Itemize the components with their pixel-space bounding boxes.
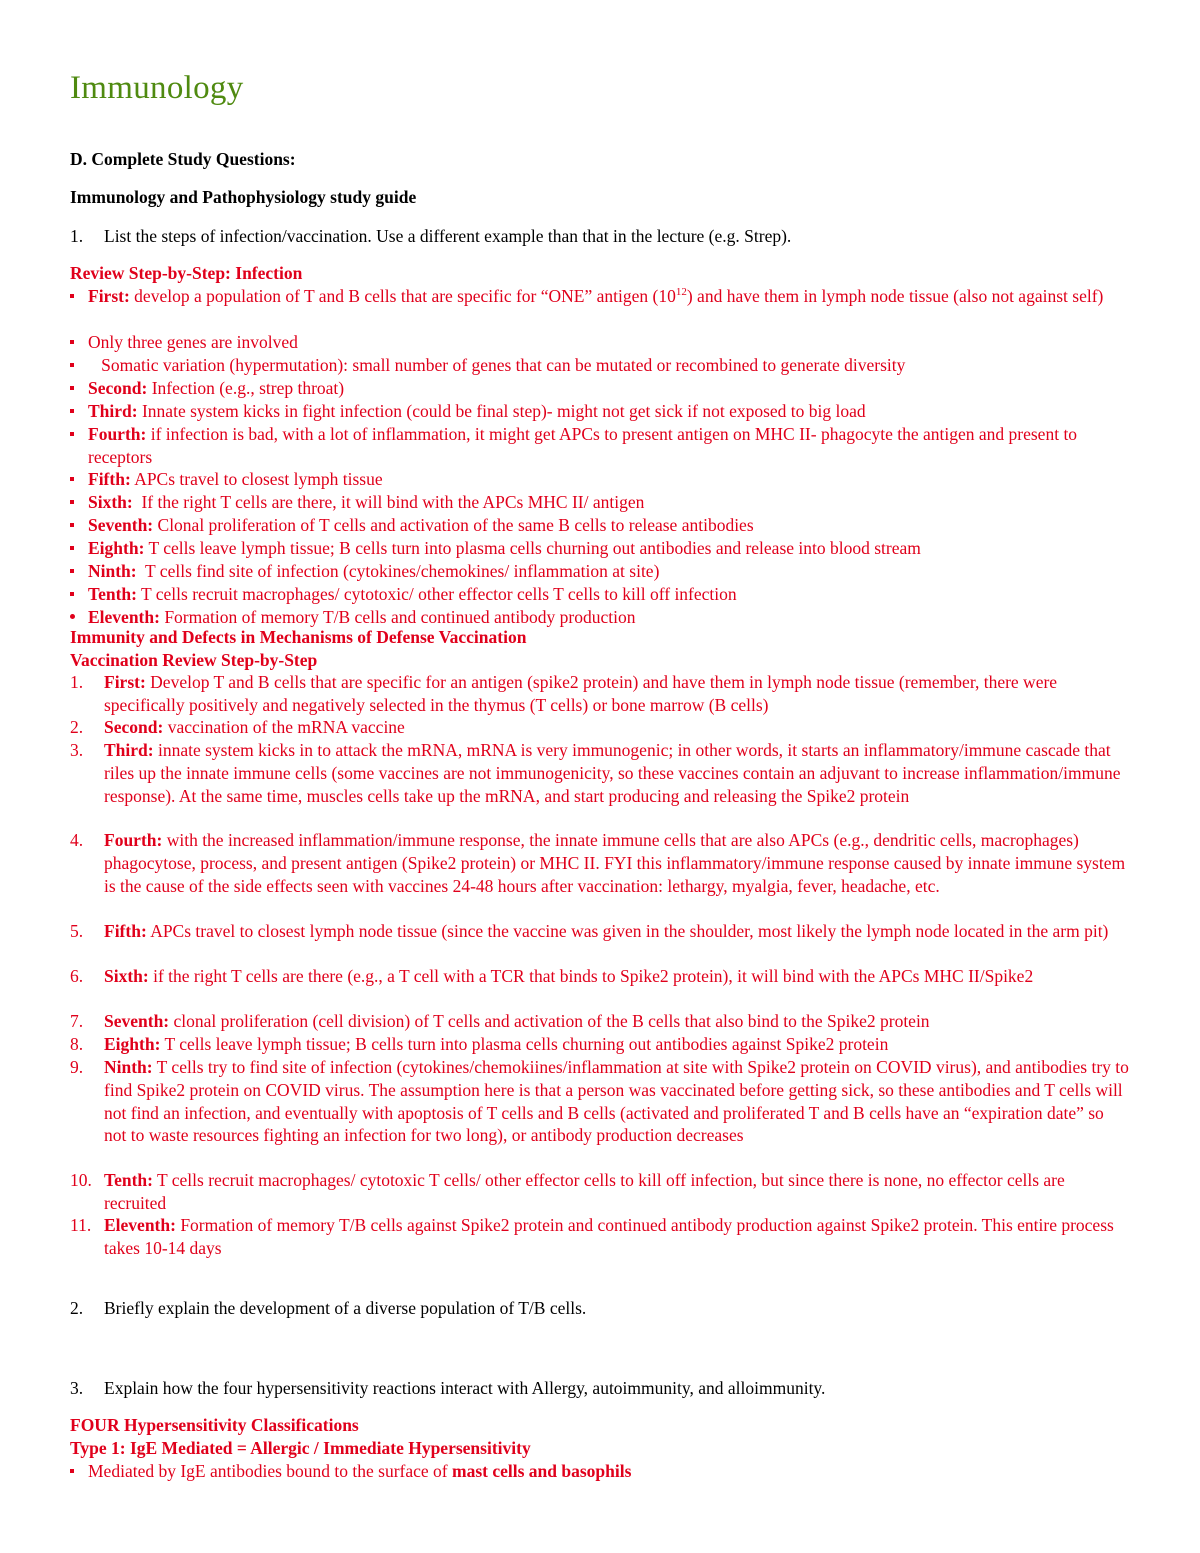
bullet-icon [70, 331, 88, 354]
question-2 [70, 1297, 1130, 1320]
question-text: List the steps of infection/vaccination. Use a different example than that in the lecture (e.g. Strep). [104, 226, 792, 246]
step-text: Innate system kicks in fight infection (could be final step)- might not get sick if not exposed to big load [137, 401, 866, 421]
step-text: T cells leave lymph tissue; B cells turn into plasma cells churning out antibodies and release into blood stream [144, 538, 921, 558]
step-label: Third: [88, 401, 138, 421]
item-number: 8. [70, 1034, 84, 1054]
step-label: Fourth: [104, 830, 163, 850]
step-label: Seventh: [88, 515, 154, 535]
item-number: 6. [70, 966, 84, 986]
list-item [70, 1010, 1130, 1033]
question-3 [70, 1377, 1130, 1400]
item-number: 10. [70, 1170, 92, 1190]
step-text: Infection (e.g., strep throat) [147, 378, 345, 398]
bullet-text: Mediated by IgE antibodies bound to the surface of [88, 1461, 452, 1481]
section-heading: D. Complete Study Questions: [70, 149, 296, 169]
step-label: First: [88, 286, 130, 306]
list-item [70, 423, 1130, 469]
item-number: 2. [70, 717, 84, 737]
step-text: Develop T and B cells that are specific for an antigen (spike2 protein) and have them in lymph node tissue (remember, there were specifically positively and negatively selected in the thymus (T cells) or bone marrow (B cells) [104, 672, 1058, 715]
item-number: 9. [70, 1057, 84, 1077]
step-text: T cells find site of infection (cytokines/chemokines/ inflammation at site) [136, 561, 660, 581]
bullet-icon [70, 560, 88, 583]
vaccination-review-heading: Vaccination Review Step-by-Step [70, 650, 318, 670]
step-label: Fourth: [88, 424, 147, 444]
list-item [70, 1460, 1130, 1483]
step-label: Ninth: [104, 1057, 153, 1077]
list-item [70, 829, 1130, 897]
step-text: Somatic variation (hypermutation): small number of genes that can be mutated or recombined to generate diversity [88, 355, 906, 375]
step-text: with the increased inflammation/immune response, the innate immune cells that are also APCs (e.g., dendritic cells, macrophages) phagocytose, process, and present antigen (Spike2 protein) or MHC II. FYI this inflammatory/immune response caused by innate immune system is the cause of the side effects seen with vaccines 24-48 hours after vaccination: lethargy, myalgia, fever, headache, etc. [104, 830, 1126, 896]
bullet-icon [70, 468, 88, 491]
step-text: if infection is bad, with a lot of inflammation, it might get APCs to present antigen on MHC II- phagocyte the antigen and present to receptors [88, 424, 1078, 467]
step-text: T cells leave lymph tissue; B cells turn into plasma cells churning out antibodies against Spike2 protein [160, 1034, 889, 1054]
step-label: Tenth: [104, 1170, 153, 1190]
list-item [70, 400, 1130, 423]
bullet-icon [70, 354, 88, 377]
list-item [70, 377, 1130, 400]
step-label: Second: [88, 378, 148, 398]
list-item [70, 560, 1130, 583]
list-item [70, 965, 1130, 988]
list-item [70, 514, 1130, 537]
bullet-icon [70, 514, 88, 537]
list-item [70, 331, 1130, 354]
step-text: ) and have them in lymph node tissue (also not against self) [686, 286, 1104, 306]
step-text: vaccination of the mRNA vaccine [163, 717, 405, 737]
question-text: Explain how the four hypersensitivity reactions interact with Allergy, autoimmunity, and alloimmunity. [104, 1378, 826, 1398]
step-text: if the right T cells are there (e.g., a T cell with a TCR that binds to Spike2 protein), it will bind with the APCs MHC II/Spike2 [148, 966, 1034, 986]
bullet-icon [70, 285, 88, 308]
step-label: Sixth: [88, 492, 133, 512]
step-label: Third: [104, 740, 154, 760]
item-number: 4. [70, 830, 84, 850]
list-item [70, 468, 1130, 491]
step-text: If the right T cells are there, it will bind with the APCs MHC II/ antigen [132, 492, 645, 512]
superscript: 12 [675, 286, 687, 299]
item-number: 1. [70, 672, 84, 692]
step-label: Sixth: [104, 966, 149, 986]
step-text: APCs travel to closest lymph node tissue (since the vaccine was given in the shoulder, most likely the lymph node located in the arm pit) [146, 921, 1109, 941]
bullet-icon [70, 583, 88, 606]
step-label: First: [104, 672, 146, 692]
step-label: Eighth: [88, 538, 145, 558]
step-label: Eighth: [104, 1034, 161, 1054]
step-label: Eleventh: [88, 607, 160, 627]
question-number: 1. [70, 226, 84, 246]
step-text: develop a population of T and B cells that are specific for “ONE” antigen (10 [129, 286, 676, 306]
step-label: Tenth: [88, 584, 137, 604]
item-number: 5. [70, 921, 84, 941]
step-label: Eleventh: [104, 1215, 176, 1235]
list-item [70, 920, 1130, 943]
step-label: Fifth: [88, 469, 131, 489]
bullet-icon [70, 377, 88, 400]
step-text: Clonal proliferation of T cells and activation of the same B cells to release antibodies [153, 515, 754, 535]
step-text: innate system kicks in to attack the mRNA, mRNA is very immunogenic; in other words, it starts an inflammatory/immune cascade that riles up the innate immune cells (some vaccines are not immunogenicity, so these vaccines contain an adjuvant to increase inflammation/immune response). At the same time, muscles cells take up the mRNA, and start producing and releasing the Spike2 protein [104, 740, 1121, 806]
step-text: T cells recruit macrophages/ cytotoxic/ other effector cells T cells to kill off infection [136, 584, 737, 604]
page-title: Immunology [70, 70, 244, 106]
hypersensitivity-heading: FOUR Hypersensitivity Classifications [70, 1415, 359, 1435]
bullet-icon [70, 1460, 88, 1483]
bullet-bold-text: mast cells and basophils [452, 1461, 632, 1481]
list-item [70, 537, 1130, 560]
infection-review-heading: Review Step-by-Step: Infection [70, 263, 303, 283]
step-text: Formation of memory T/B cells and continued antibody production [159, 607, 636, 627]
question-number: 3. [70, 1378, 84, 1398]
item-number: 11. [70, 1215, 92, 1235]
step-label: Fifth: [104, 921, 147, 941]
step-text: Only three genes are involved [88, 332, 298, 352]
step-label: Seventh: [104, 1011, 170, 1031]
list-item [70, 1033, 1130, 1056]
bullet-icon [70, 400, 88, 423]
question-1 [70, 225, 1130, 248]
item-number: 3. [70, 740, 84, 760]
list-item [70, 1169, 1130, 1215]
list-item [70, 491, 1130, 514]
question-text: Briefly explain the development of a diverse population of T/B cells. [104, 1298, 587, 1318]
list-item [70, 285, 1130, 308]
bullet-icon [70, 423, 88, 446]
guide-title: Immunology and Pathophysiology study guide [70, 187, 417, 207]
list-item [70, 671, 1130, 717]
list-item [70, 1214, 1130, 1260]
step-text: Formation of memory T/B cells against Spike2 protein and continued antibody production against Spike2 protein. This entire process takes 10-14 days [104, 1215, 1114, 1258]
bullet-icon [70, 537, 88, 560]
question-number: 2. [70, 1298, 84, 1318]
list-item [70, 583, 1130, 606]
list-item [70, 739, 1130, 807]
step-text: T cells recruit macrophages/ cytotoxic T cells/ other effector cells to kill off infection, but since there is none, no effector cells are recruited [104, 1170, 1065, 1213]
step-label: Second: [104, 717, 164, 737]
step-label: Ninth: [88, 561, 137, 581]
item-number: 7. [70, 1011, 84, 1031]
step-text: clonal proliferation (cell division) of T cells and activation of the B cells that also bind to the Spike2 protein [169, 1011, 930, 1031]
list-item [70, 1056, 1130, 1147]
type1-heading: Type 1: IgE Mediated = Allergic / Immediate Hypersensitivity [70, 1438, 531, 1458]
step-text: T cells try to find site of infection (cytokines/chemokiines/inflammation at site with Spike2 protein on COVID virus), and antibodies try to find Spike2 protein on COVID virus. The assumption here is that a person was vaccinated before getting sick, so these antibodies and T cells will not find an infection, and eventually with apoptosis of T cells and B cells (activated and proliferated T and B cells have an “expiration date” so not to waste resources fighting an infection for two long), or antibody production decreases [104, 1057, 1129, 1146]
list-item [70, 354, 1130, 377]
bullet-icon [70, 491, 88, 514]
immunity-heading: Immunity and Defects in Mechanisms of Defense Vaccination [70, 627, 527, 647]
list-item [70, 716, 1130, 739]
step-text: APCs travel to closest lymph tissue [130, 469, 383, 489]
